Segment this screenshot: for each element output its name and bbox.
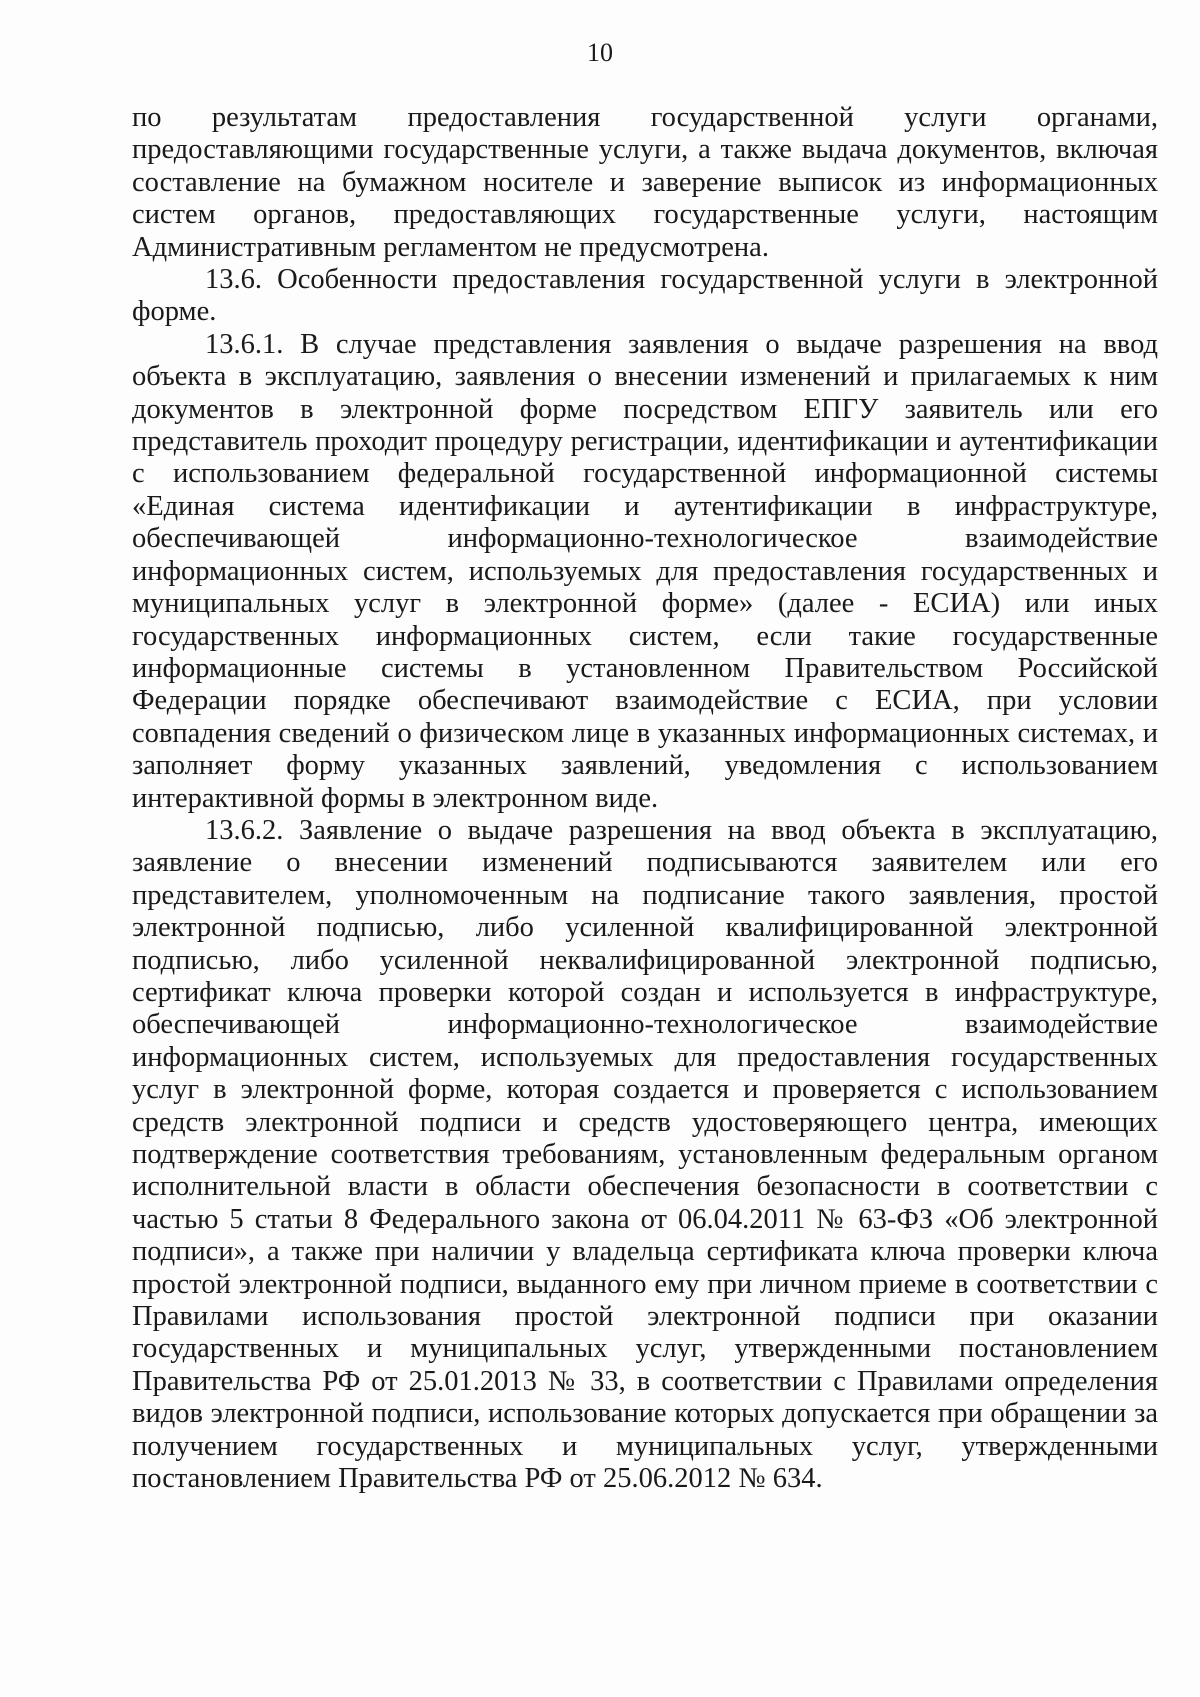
paragraph-continuation: по результатам предоставления государственной услуги органами, предоставляющими государственные услуги, а также выдача документов, включая составление на бумажном носителе и заверение выписок из информационных систем органов, предоставляющих государственные услуги, настоящим Административным регламентом не предусмотрена. xyxy=(132,102,1158,263)
page-number: 10 xyxy=(587,38,613,67)
paragraph-section-13-6-2: 13.6.2. Заявление о выдаче разрешения на ввод объекта в эксплуатацию, заявление о внесении изменений подписываются заявителем или его представителем, уполномоченным на подписание такого заявления, простой электронной подписью, либо усиленной квалифицированной электронной подписью, либо усиленной неквалифицированной электронной подписью, сертификат ключа проверки которой создан и используется в инфраструктуре, обеспечивающей информационно-технологическое взаимодействие информационных систем, используемых для предоставления государственных услуг в электронной форме, которая создается и проверяется с использованием средств электронной подписи и средств удостоверяющего центра, имеющих подтверждение соответствия требованиям, установленным федеральным органом исполнительной власти в области обеспечения безопасности в соответствии с частью 5 статьи 8 Федерального закона от 06.04.2011 № 63-ФЗ «Об электронной подписи», а также при наличии у владельца сертификата ключа проверки ключа простой электронной подписи, выданного ему при личном приеме в соответствии с Правилами использования простой электронной подписи при оказании государственных и муниципальных услуг, утвержденными постановлением Правительства РФ от 25.01.2013 № 33, в соответствии с Правилами определения видов электронной подписи, использование которых допускается при обращении за получением государственных и муниципальных услуг, утвержденными постановлением Правительства РФ от 25.06.2012 № 634. xyxy=(132,814,1158,1495)
document-body xyxy=(132,102,1158,1495)
paragraph-section-13-6-1: 13.6.1. В случае представления заявления о выдаче разрешения на ввод объекта в эксплуатацию, заявления о внесении изменений и прилагаемых к ним документов в электронной форме посредством ЕПГУ заявитель или его представитель проходит процедуру регистрации, идентификации и аутентификации с использованием федеральной государственной информационной системы «Единая система идентификации и аутентификации в инфраструктуре, обеспечивающей информационно-технологическое взаимодействие информационных систем, используемых для предоставления государственных и муниципальных услуг в электронной форме» (далее - ЕСИА) или иных государственных информационных систем, если такие государственные информационные системы в установленном Правительством Российской Федерации порядке обеспечивают взаимодействие с ЕСИА, при условии совпадения сведений о физическом лице в указанных информационных системах, и заполняет форму указанных заявлений, уведомления с использованием интерактивной формы в электронном виде. xyxy=(132,328,1158,814)
paragraph-section-13-6: 13.6. Особенности предоставления государственной услуги в электронной форме. xyxy=(132,264,1158,328)
